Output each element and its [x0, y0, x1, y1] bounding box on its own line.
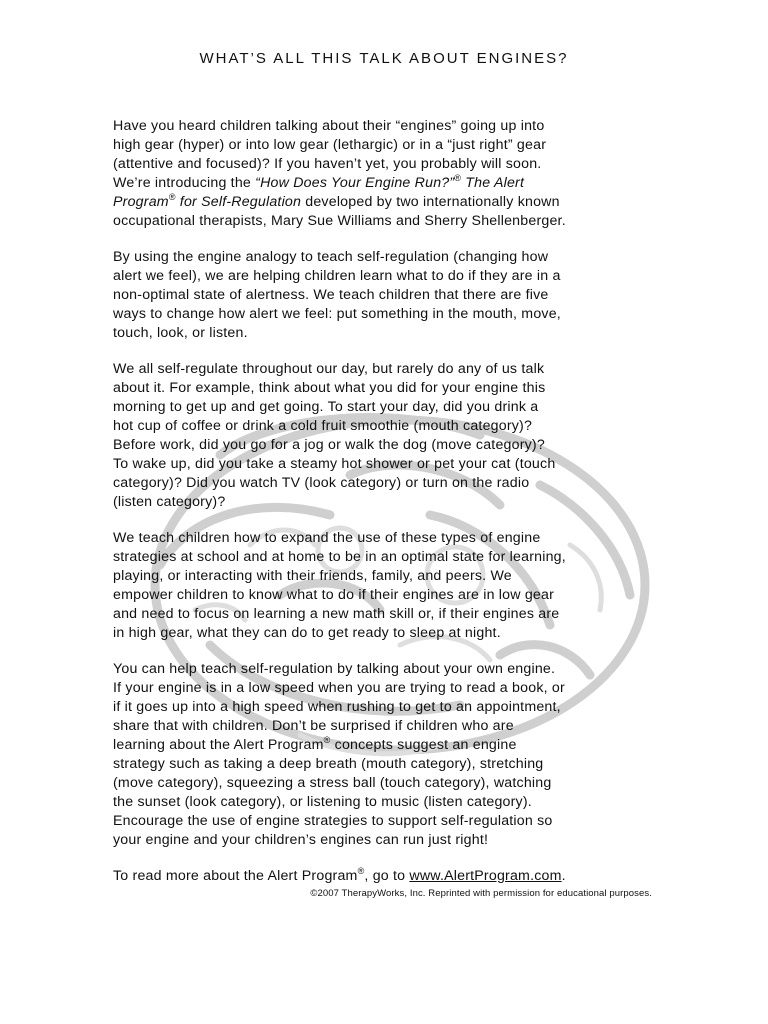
text-line	[113, 774, 661, 793]
text-run: By using the engine analogy to teach self-regulation (changing how	[113, 249, 549, 265]
text-line	[113, 267, 661, 286]
text-run: Before work, did you go for a jog or walk the dog (move category)?	[113, 437, 545, 453]
text-run: morning to get up and get going. To start your day, did you drink a	[113, 399, 539, 415]
text-run: developed by two internationally known	[301, 194, 560, 210]
text-run: category)? Did you watch TV (look category) or turn on the radio	[113, 475, 530, 491]
text-run: occupational therapists, Mary Sue Williams and Sherry Shellenberger.	[113, 213, 566, 229]
text-run: (attentive and focused)? If you haven’t yet, you probably will soon.	[113, 156, 542, 172]
text-run: To wake up, did you take a steamy hot shower or pet your cat (touch	[113, 456, 556, 472]
alert-program-link[interactable]: www.AlertProgram.com	[409, 868, 562, 884]
text-line	[113, 793, 661, 812]
text-line	[113, 136, 661, 155]
text-line	[113, 117, 661, 136]
text-line	[113, 212, 661, 231]
text-line	[113, 567, 661, 586]
program-name-italic: for Self-Regulation	[175, 194, 302, 210]
text-line	[113, 660, 661, 679]
text-line	[113, 812, 661, 831]
registered-mark: ®	[168, 192, 176, 202]
paragraph-1	[113, 117, 661, 231]
program-name-italic: The Alert	[461, 175, 525, 191]
text-line	[113, 174, 661, 193]
text-run: touch, look, or listen.	[113, 325, 248, 341]
text-line	[113, 736, 661, 755]
text-line	[113, 324, 661, 343]
closing-line	[113, 867, 661, 886]
text-line	[113, 679, 661, 698]
text-line	[113, 305, 661, 324]
text-run: about it. For example, think about what you did for your engine this	[113, 380, 546, 396]
text-line	[113, 717, 661, 736]
text-run: high gear (hyper) or into low gear (lethargic) or in a “just right” gear	[113, 137, 547, 153]
text-line	[113, 436, 661, 455]
text-run: non-optimal state of alertness. We teach children that there are five	[113, 287, 549, 303]
registered-mark: ®	[454, 173, 462, 183]
text-run: playing, or interacting with their friends, family, and peers. We	[113, 568, 512, 584]
registered-mark: ®	[357, 866, 365, 876]
text-line	[113, 493, 661, 512]
text-run: , go to	[364, 868, 410, 884]
text-line	[113, 155, 661, 174]
text-run: We all self-regulate throughout our day, but rarely do any of us talk	[113, 361, 545, 377]
text-run: We teach children how to expand the use of these types of engine	[113, 530, 541, 546]
text-run: If your engine is in a low speed when you are trying to read a book, or	[113, 680, 565, 696]
text-run: alert we feel), we are helping children learn what to do if they are in a	[113, 268, 561, 284]
text-run: empower children to know what to do if their engines are in low gear	[113, 587, 555, 603]
text-line	[113, 867, 661, 886]
text-line	[113, 831, 661, 850]
text-line	[113, 474, 661, 493]
text-line	[113, 248, 661, 267]
text-run: Have you heard children talking about their “engines” going up into	[113, 118, 545, 134]
text-line	[113, 586, 661, 605]
paragraph-3	[113, 360, 661, 512]
paragraph-4	[113, 529, 661, 643]
text-run: To read more about the Alert Program	[113, 868, 358, 884]
text-line	[113, 379, 661, 398]
program-name-italic: Program	[113, 194, 169, 210]
document-body	[113, 117, 661, 886]
text-line	[113, 548, 661, 567]
text-line	[113, 455, 661, 474]
text-run: share that with children. Don’t be surprised if children who are	[113, 718, 514, 734]
program-name-italic: “How Does Your Engine Run?”	[255, 175, 455, 191]
text-run: ways to change how alert we feel: put something in the mouth, move,	[113, 306, 561, 322]
copyright-footer: ©2007 TherapyWorks, Inc. Reprinted with permission for educational purposes.	[310, 888, 652, 899]
text-run: concepts suggest an engine	[330, 737, 517, 753]
text-run: strategies at school and at home to be in an optimal state for learning,	[113, 549, 566, 565]
text-run: You can help teach self-regulation by talking about your own engine.	[113, 661, 556, 677]
text-run: We’re introducing the	[113, 175, 256, 191]
text-run: your engine and your children’s engines can run just right!	[113, 832, 489, 848]
text-run: (listen category)?	[113, 494, 226, 510]
text-line	[113, 698, 661, 717]
text-run: (move category), squeezing a stress ball (touch category), watching	[113, 775, 552, 791]
text-run: in high gear, what they can do to get ready to sleep at night.	[113, 625, 501, 641]
text-run: learning about the Alert Program	[113, 737, 324, 753]
text-run: Encourage the use of engine strategies to support self-regulation so	[113, 813, 553, 829]
text-line	[113, 605, 661, 624]
text-run: strategy such as taking a deep breath (mouth category), stretching	[113, 756, 544, 772]
text-run: and need to focus on learning a new math skill or, if their engines are	[113, 606, 560, 622]
text-line	[113, 398, 661, 417]
text-line	[113, 755, 661, 774]
text-run: hot cup of coffee or drink a cold fruit smoothie (mouth category)?	[113, 418, 533, 434]
text-line	[113, 286, 661, 305]
paragraph-2	[113, 248, 661, 343]
document-title: WHAT’S ALL THIS TALK ABOUT ENGINES?	[199, 50, 569, 67]
registered-mark: ®	[323, 735, 331, 745]
text-line	[113, 624, 661, 643]
paragraph-5	[113, 660, 661, 850]
text-line	[113, 417, 661, 436]
text-run: if it goes up into a high speed when rushing to get to an appointment,	[113, 699, 561, 715]
text-line	[113, 529, 661, 548]
text-line	[113, 193, 661, 212]
text-run: the sunset (look category), or listening to music (listen category).	[113, 794, 532, 810]
text-line	[113, 360, 661, 379]
text-run: .	[561, 868, 566, 884]
